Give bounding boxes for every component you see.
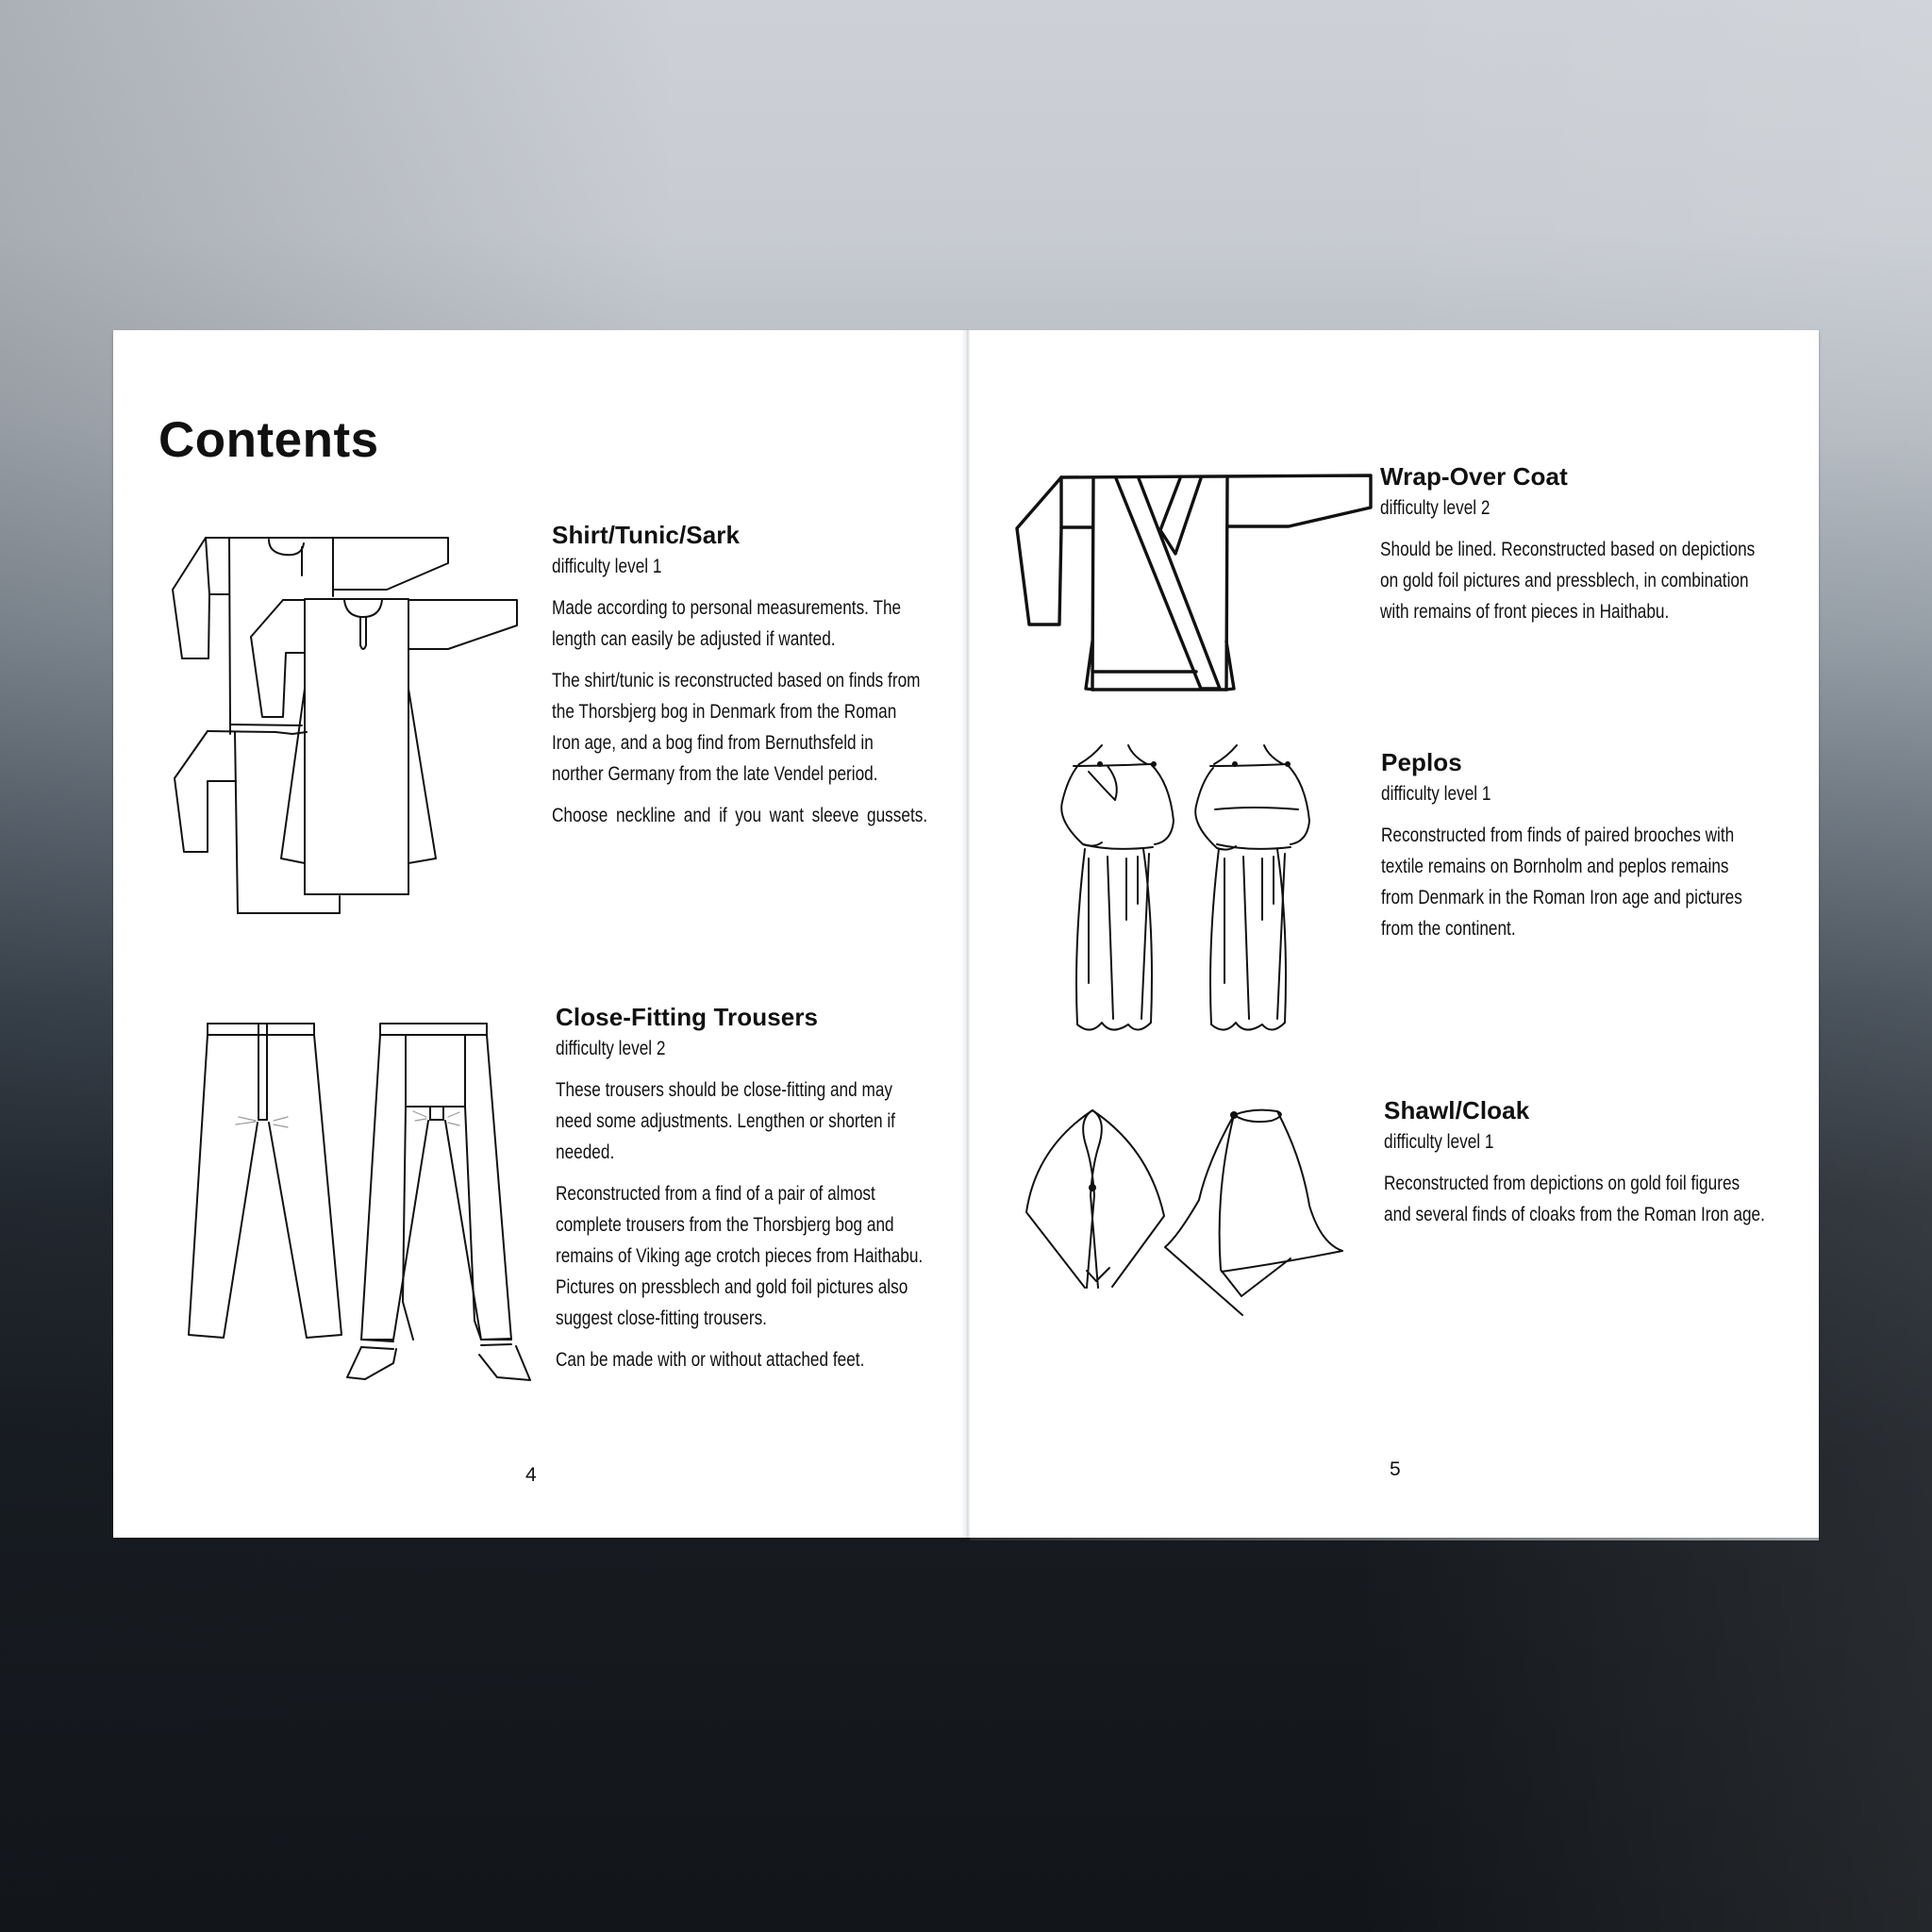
- section-heading: Shawl/Cloak: [1384, 1096, 1530, 1124]
- tunic-illustration: [160, 519, 538, 915]
- page-title: Contents: [158, 412, 379, 468]
- section-paragraph: Should be lined. Reconstructed based on depictions on gold foil pictures and pressblech, in combination with remains of front pieces in Haithabu.: [1380, 539, 1756, 623]
- section-close-fitting-trousers: [556, 1003, 931, 1375]
- booklet-spread: [113, 330, 1819, 1538]
- coat-illustration: [1012, 462, 1390, 689]
- section-shirt-tunic-sark: [552, 521, 927, 831]
- section-paragraph: Made according to personal measurements. The length can easily be adjusted if wanted.: [552, 597, 902, 650]
- section-paragraph: Can be made with or without attached feet.: [556, 1349, 865, 1371]
- difficulty-level: difficulty level 1: [552, 556, 662, 577]
- section-heading: Peplos: [1381, 748, 1462, 776]
- section-heading: Close-Fitting Trousers: [556, 1003, 819, 1031]
- difficulty-level: difficulty level 1: [1381, 783, 1491, 805]
- section-heading: Shirt/Tunic/Sark: [552, 521, 741, 549]
- page-number: 4: [525, 1464, 537, 1486]
- peplos-illustration: [1045, 736, 1328, 1038]
- section-shawl-cloak: [1384, 1096, 1766, 1230]
- cloak-illustration: [1017, 1094, 1357, 1311]
- difficulty-level: difficulty level 1: [1384, 1131, 1494, 1153]
- section-peplos: [1381, 748, 1763, 944]
- page-edge-shadow: [970, 1538, 1819, 1541]
- difficulty-level: difficulty level 2: [1380, 497, 1491, 519]
- left-page: [113, 330, 967, 1538]
- section-paragraph: Reconstructed from finds of paired brooches with textile remains on Bornholm and peplos remains from Denmark in the Roman Iron age and pictures from the continent.: [1381, 824, 1742, 940]
- difficulty-level: difficulty level 2: [556, 1038, 666, 1059]
- right-page: [970, 330, 1819, 1538]
- section-paragraph: The shirt/tunic is reconstructed based on finds from the Thorsbjerg bog in Denmark from the Roman Iron age, and a bog find from Bernuthsfeld in norther Germany from the late Vendel period.: [552, 670, 921, 785]
- section-paragraph: These trousers should be close-fitting and may need some adjustments. Lengthen or shorten if needed.: [556, 1079, 895, 1163]
- page-number: 5: [1390, 1458, 1401, 1480]
- trousers-illustration: [170, 1000, 547, 1396]
- section-paragraph: Reconstructed from depictions on gold foil figures and several finds of cloaks from the Roman Iron age.: [1384, 1173, 1765, 1225]
- section-paragraph: Choose neckline and if you want sleeve gussets.: [552, 805, 928, 826]
- section-paragraph: Reconstructed from a find of a pair of almost complete trousers from the Thorsbjerg bog and remains of Viking age crotch pieces from Haithabu. Pictures on pressblech and gold foil pictures also suggest close-fitting trousers.: [556, 1183, 924, 1329]
- section-heading: Wrap-Over Coat: [1380, 462, 1568, 491]
- section-wrap-over-coat: [1380, 462, 1762, 627]
